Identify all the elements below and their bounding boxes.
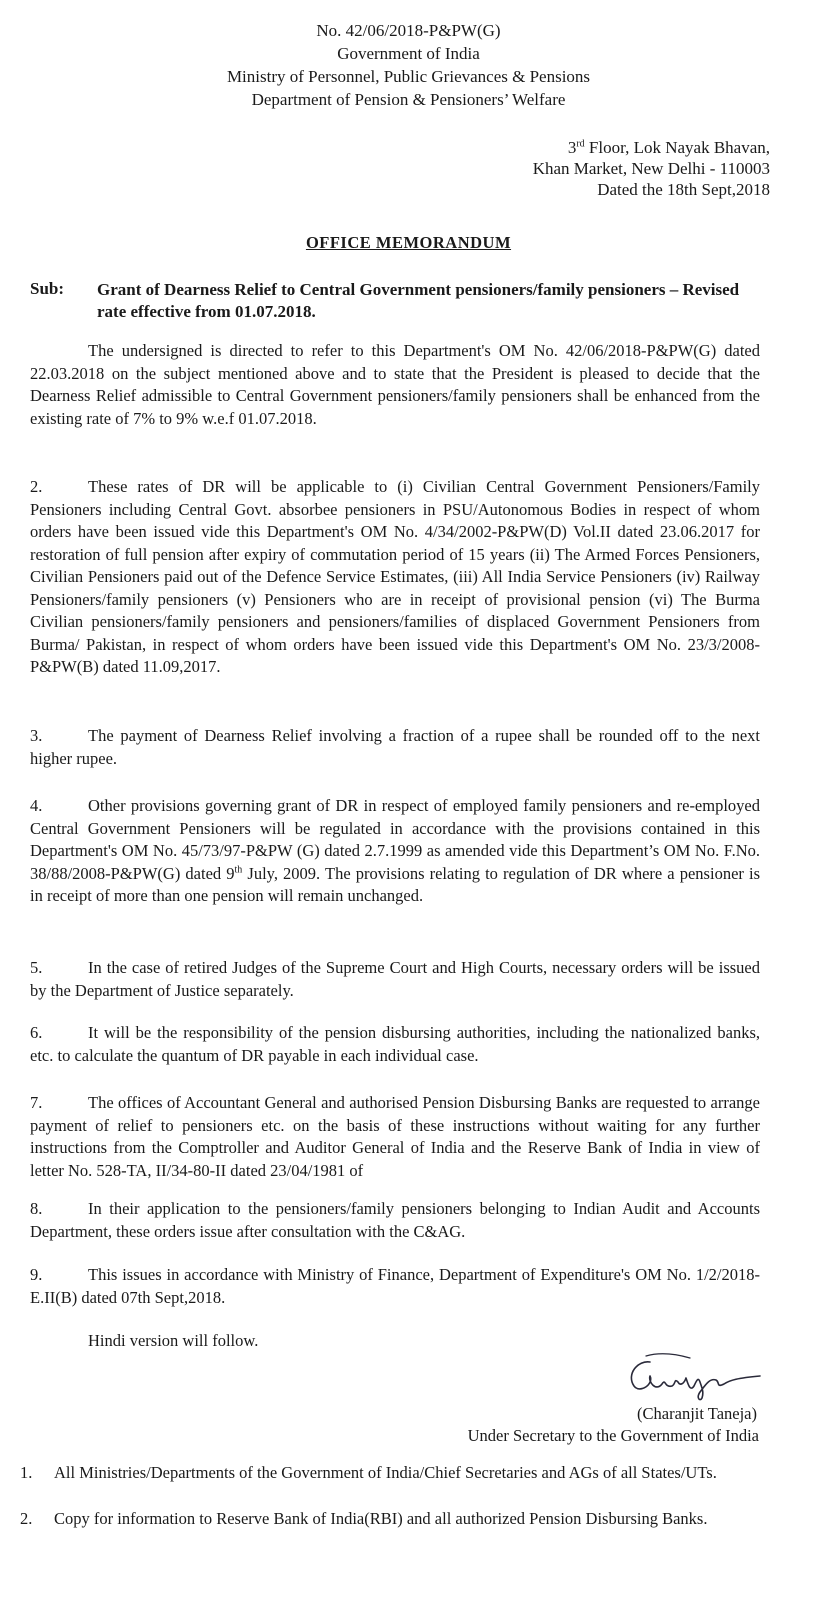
paragraph-5-number: 5.: [30, 958, 43, 977]
floor-suffix: rd: [576, 138, 585, 150]
paragraph-2-number: 2.: [30, 477, 43, 496]
distribution-item: [20, 1462, 750, 1483]
paragraph-4: [30, 795, 760, 908]
paragraph-8-text: In their application to the pensioners/family pensioners belonging to Indian Audit and Accounts Department, these orders issue after consultation with the C&AG.: [30, 1199, 760, 1241]
paragraph-3-number: 3.: [30, 726, 43, 745]
memo-date: Dated the 18th Sept,2018: [597, 180, 770, 199]
paragraph-4-text-b: July, 2009. The provisions relating to regulation of DR where a pensioner is in receipt of more than one pension will remain unchanged.: [30, 863, 760, 905]
paragraph-3-text: The payment of Dearness Relief involving a fraction of a rupee shall be rounded off to the next higher rupee.: [30, 726, 760, 768]
paragraph-2: [30, 476, 760, 679]
paragraph-7-number: 7.: [30, 1093, 43, 1112]
paragraph-6-text: It will be the responsibility of the pension disbursing authorities, including the nationalized banks, etc. to calculate the quantum of DR payable in each individual case.: [30, 1023, 760, 1065]
paragraph-7: [30, 1092, 760, 1182]
distribution-item-number: 1.: [20, 1463, 33, 1482]
paragraph-9: [30, 1264, 760, 1309]
paragraph-1: [30, 340, 760, 430]
distribution-item-text: All Ministries/Departments of the Government of India/Chief Secretaries and AGs of all States/UTs.: [54, 1463, 717, 1482]
paragraph-5-text: In the case of retired Judges of the Supreme Court and High Courts, necessary orders will be issued by the Department of Justice separately.: [30, 958, 760, 1000]
paragraph-8-number: 8.: [30, 1199, 43, 1218]
subject-label: Sub:: [30, 279, 65, 298]
address-building: Floor, Lok Nayak Bhavan,: [584, 138, 770, 157]
paragraph-6: [30, 1022, 760, 1067]
address-line-1: [568, 137, 770, 158]
reference-number: No. 42/06/2018-P&PW(G): [316, 21, 501, 40]
signatory-name: (Charanjit Taneja): [637, 1404, 757, 1423]
distribution-item: [20, 1508, 750, 1529]
paragraph-4-number: 4.: [30, 796, 43, 815]
distribution-item-text: Copy for information to Reserve Bank of India(RBI) and all authorized Pension Disbursing Banks.: [54, 1509, 708, 1528]
paragraph-5: [30, 957, 760, 1002]
paragraph-3: [30, 725, 760, 770]
handwritten-signature: [620, 1348, 770, 1403]
subject-text: Grant of Dearness Relief to Central Government pensioners/family pensioners – Revised rate effective from 01.07.2018.: [97, 280, 740, 321]
signatory-designation: Under Secretary to the Government of India: [467, 1426, 759, 1445]
paragraph-8: [30, 1198, 760, 1243]
paragraph-9-number: 9.: [30, 1265, 43, 1284]
paragraph-1-text: The undersigned is directed to refer to this Department's OM No. 42/06/2018-P&PW(G) dated 22.03.2018 on the subject mentioned above and to state that the President is pleased to decide that the Dearness Relief admissible to Central Government pensioners/family pensioners shall be enhanced from the existing rate of 7% to 9% w.e.f 01.07.2018.: [30, 341, 760, 428]
paragraph-4-superscript: th: [234, 864, 243, 875]
paragraph-4-text-a: Other provisions governing grant of DR in respect of employed family pensioners and re-employed Central Government Pensioners will be regulated in accordance with the provisions contained in this Department's OM No. 45/73/97-P&PW (G) dated 2.7.1999 as amended vide this Department’s OM No. F.No. 38/88/2008-P&PW(G) dated 9: [30, 796, 760, 883]
paragraph-7-text: The offices of Accountant General and authorised Pension Disbursing Banks are requested to arrange payment of relief to pensioners etc. on the basis of these instructions without waiting for any further instructions from the Comptroller and Auditor General of India and the Reserve Bank of India in view of letter No. 528-TA, II/34-80-II dated 23/04/1981 of: [30, 1093, 760, 1180]
department-name: Department of Pension & Pensioners’ Welfare: [251, 90, 566, 109]
government-name: Government of India: [337, 44, 480, 63]
paragraph-6-number: 6.: [30, 1023, 43, 1042]
paragraph-2-text: These rates of DR will be applicable to (i) Civilian Central Government Pensioners/Family Pensioners including Central Govt. absorbee pensioners in PSU/Autonomous Bodies in respect of whom orders have been issued vide this Department's OM No. 4/34/2002-P&PW(D) Vol.II dated 23.06.2017 for restoration of full pension after expiry of commutation period of 15 years (ii) The Armed Forces Pensioners, Civilian Pensioners paid out of the Defence Service Estimates, (iii) All India Service Pensioners (iv) Railway Pensioners/family pensioners (v) Pensioners who are in receipt of provisional pension (vi) The Burma Civilian pensioners/family pensioners and pensioners/families of displaced Government Pensioners from Burma/ Pakistan, in respect of whom orders have been issued vide this Department's OM No. 23/3/2008-P&PW(B) dated 11.09,2017.: [30, 477, 760, 676]
distribution-item-number: 2.: [20, 1509, 33, 1528]
memo-title: OFFICE MEMORANDUM: [305, 233, 512, 252]
floor-number: 3: [567, 138, 577, 157]
paragraph-9-text: This issues in accordance with Ministry of Finance, Department of Expenditure's OM No. 1/2/2018-E.II(B) dated 07th Sept,2018.: [30, 1265, 760, 1307]
hindi-version-text: Hindi version will follow.: [88, 1331, 259, 1350]
address-line-2: Khan Market, New Delhi - 110003: [532, 159, 770, 178]
ministry-name: Ministry of Personnel, Public Grievances & Pensions: [226, 67, 591, 86]
